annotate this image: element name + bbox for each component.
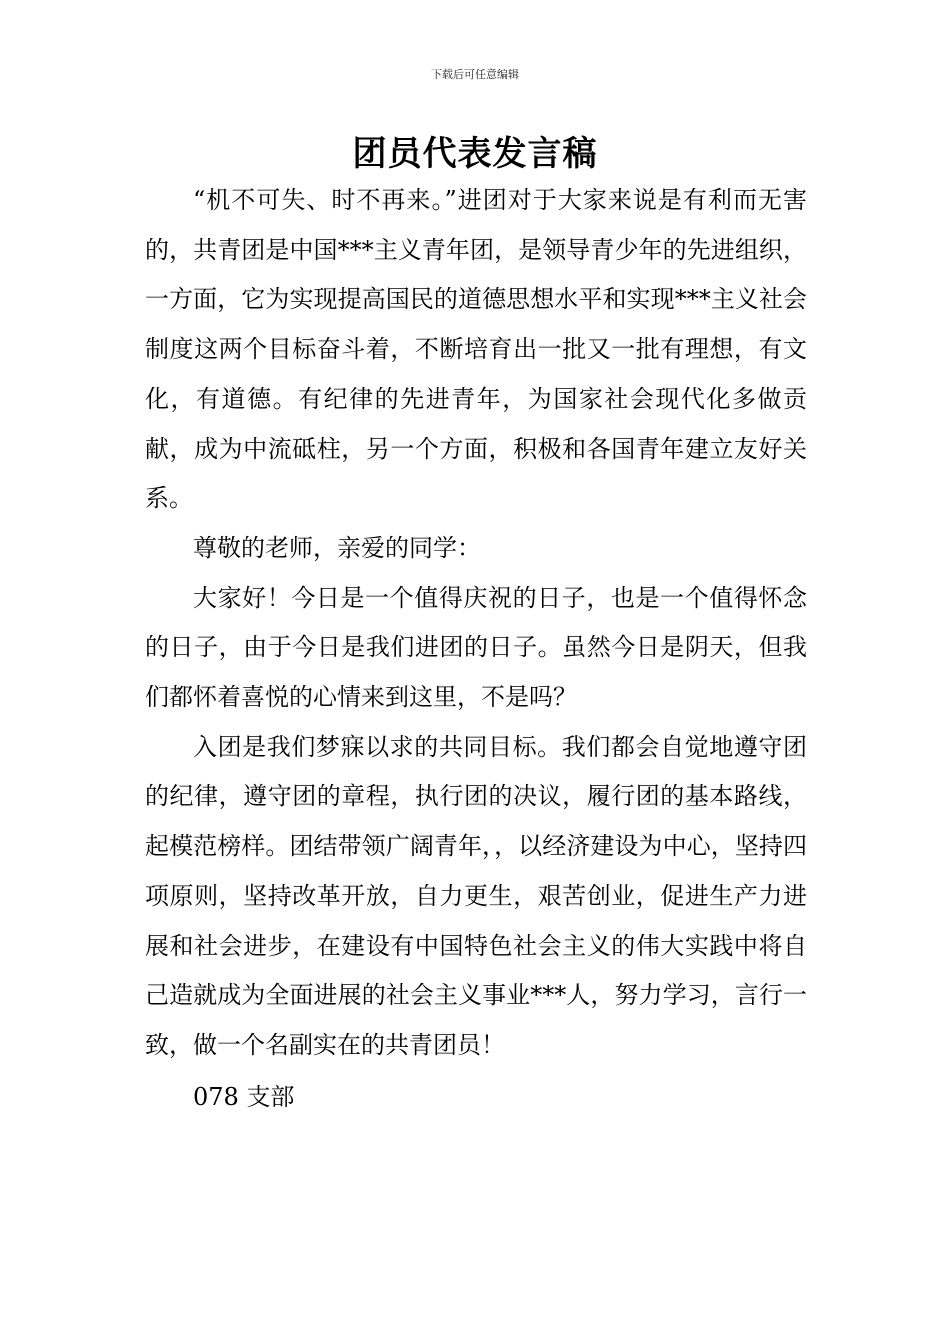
document-body (145, 176, 807, 1122)
document-title: 团员代表发言稿 (352, 134, 598, 174)
page-header: 下载后可任意编辑 (431, 68, 519, 81)
paragraph-commitment: 入团是我们梦寐以求的共同目标。我们都会自觉地遵守团的纪律，遵守团的章程，执行团的决议，履行团的基本路线，起模范榜样。团结带领广阔青年，，以经济建设为中心，坚持四项原则，坚持改革开放，自力更生，艰苦创业，促进生产力进展和社会进步，在建设有中国特色社会主义的伟大实践中将自己造就成为全面进展的社会主义事业***人，努力学习，言行一致，做一个名副实在的共青团员！ (145, 732, 807, 1059)
paragraph-salutation: 尊敬的老师，亲爱的同学： (193, 533, 481, 562)
signature-branch: 078 支部 (193, 1082, 295, 1111)
paragraph-greeting: 大家好！今日是一个值得庆祝的日子，也是一个值得怀念的日子，由于今日是我们进团的日子。虽然今日是阴天，但我们都怀着喜悦的心情来到这里，不是吗？ (145, 583, 807, 712)
paragraph-intro: “机不可失、时不再来。”进团对于大家来说是有利而无害的，共青团是中国***主义青年团，是领导青少年的先进组织，一方面，它为实现提高国民的道德思想水平和实现***主义社会制度这两个目标奋斗着，不断培育出一批又一批有理想，有文化，有道德。有纪律的先进青年，为国家社会现代化多做贡献，成为中流砥柱，另一个方面，积极和各国青年建立友好关系。 (145, 186, 807, 513)
